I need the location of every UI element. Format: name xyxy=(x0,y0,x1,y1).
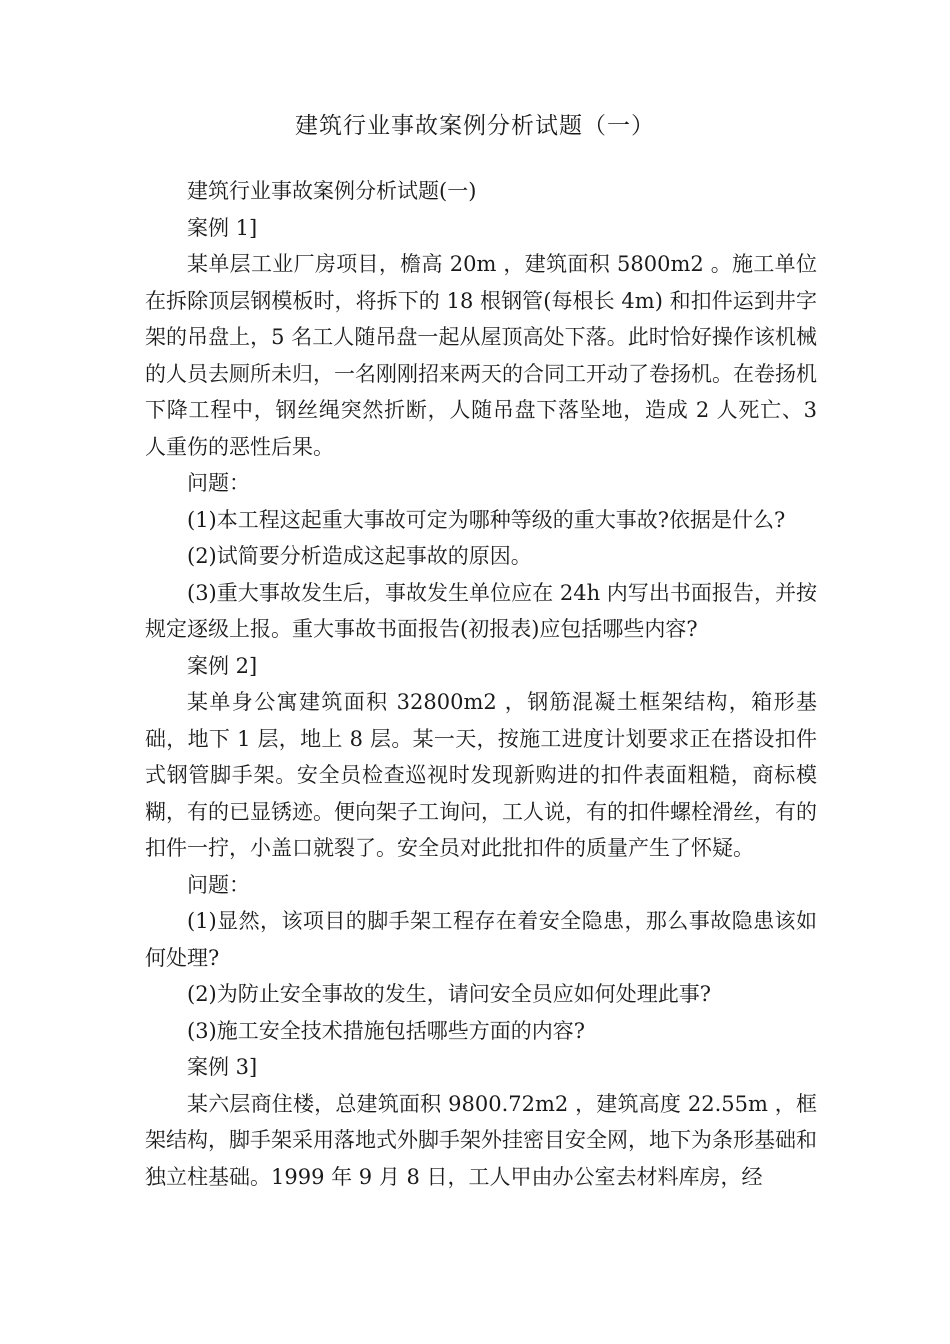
case-2-question-1: (1)显然，该项目的脚手架工程存在着安全隐患，那么事故隐患该如何处理? xyxy=(145,909,817,970)
case-3-heading: 案例 3] xyxy=(187,1055,258,1079)
document-body xyxy=(145,173,817,1195)
case-1-question-2: (2)试简要分析造成这起事故的原因。 xyxy=(187,544,532,568)
document-title: 建筑行业事故案例分析试题（一） xyxy=(295,113,655,139)
case-1-question-3: (3)重大事故发生后，事故发生单位应在 24h 内写出书面报告，并按规定逐级上报。重大事故书面报告(初报表)应包括哪些内容? xyxy=(145,580,817,641)
case-2-description: 某单身公寓建筑面积 32800m2 ，钢筋混凝土框架结构，箱形基础，地下 1 层，地上 8 层。某一天，按施工进度计划要求正在搭设扣件式钢管脚手架。安全员检查巡视时发现新购进的扣件表面粗糙，商标模糊，有的已显锈迹。便向架子工询问，工人说，有的扣件螺栓滑丝，有的扣件一拧，小盖口就裂了。安全员对此批扣件的质量产生了怀疑。 xyxy=(145,690,817,860)
case-1-heading: 案例 1] xyxy=(187,215,258,240)
case-1-questions-label: 问题： xyxy=(187,471,250,495)
case-1-question-1: (1)本工程这起重大事故可定为哪种等级的重大事故?依据是什么? xyxy=(187,507,786,532)
paragraph-subtitle: 建筑行业事故案例分析试题(一) xyxy=(187,179,477,203)
case-2-question-2: (2)为防止安全事故的发生，请问安全员应如何处理此事? xyxy=(187,982,712,1006)
case-3-description: 某六层商住楼，总建筑面积 9800.72m2 ，建筑高度 22.55m ，框架结构，脚手架采用落地式外脚手架外挂密目安全网，地下为条形基础和独立柱基础。1999 年 9 月 8 日，工人甲由办公室去材料库房，经 xyxy=(145,1091,817,1189)
case-2-question-3: (3)施工安全技术措施包括哪些方面的内容? xyxy=(187,1018,586,1043)
case-2-heading: 案例 2] xyxy=(187,653,258,678)
case-2-questions-label: 问题： xyxy=(187,872,250,897)
case-1-description: 某单层工业厂房项目，檐高 20m ，建筑面积 5800m2 。施工单位在拆除顶层钢模板时，将拆下的 18 根钢管(每根长 4m) 和扣件运到井字架的吊盘上，5 名工人随吊盘一起从屋顶高处下落。此时恰好操作该机械的人员去厕所未归，一名刚刚招来两天的合同工开动了卷扬机。在卷扬机下降工程中，钢丝绳突然折断，人随吊盘下落坠地，造成 2 人死亡、3 人重伤的恶性后果。 xyxy=(145,252,817,459)
